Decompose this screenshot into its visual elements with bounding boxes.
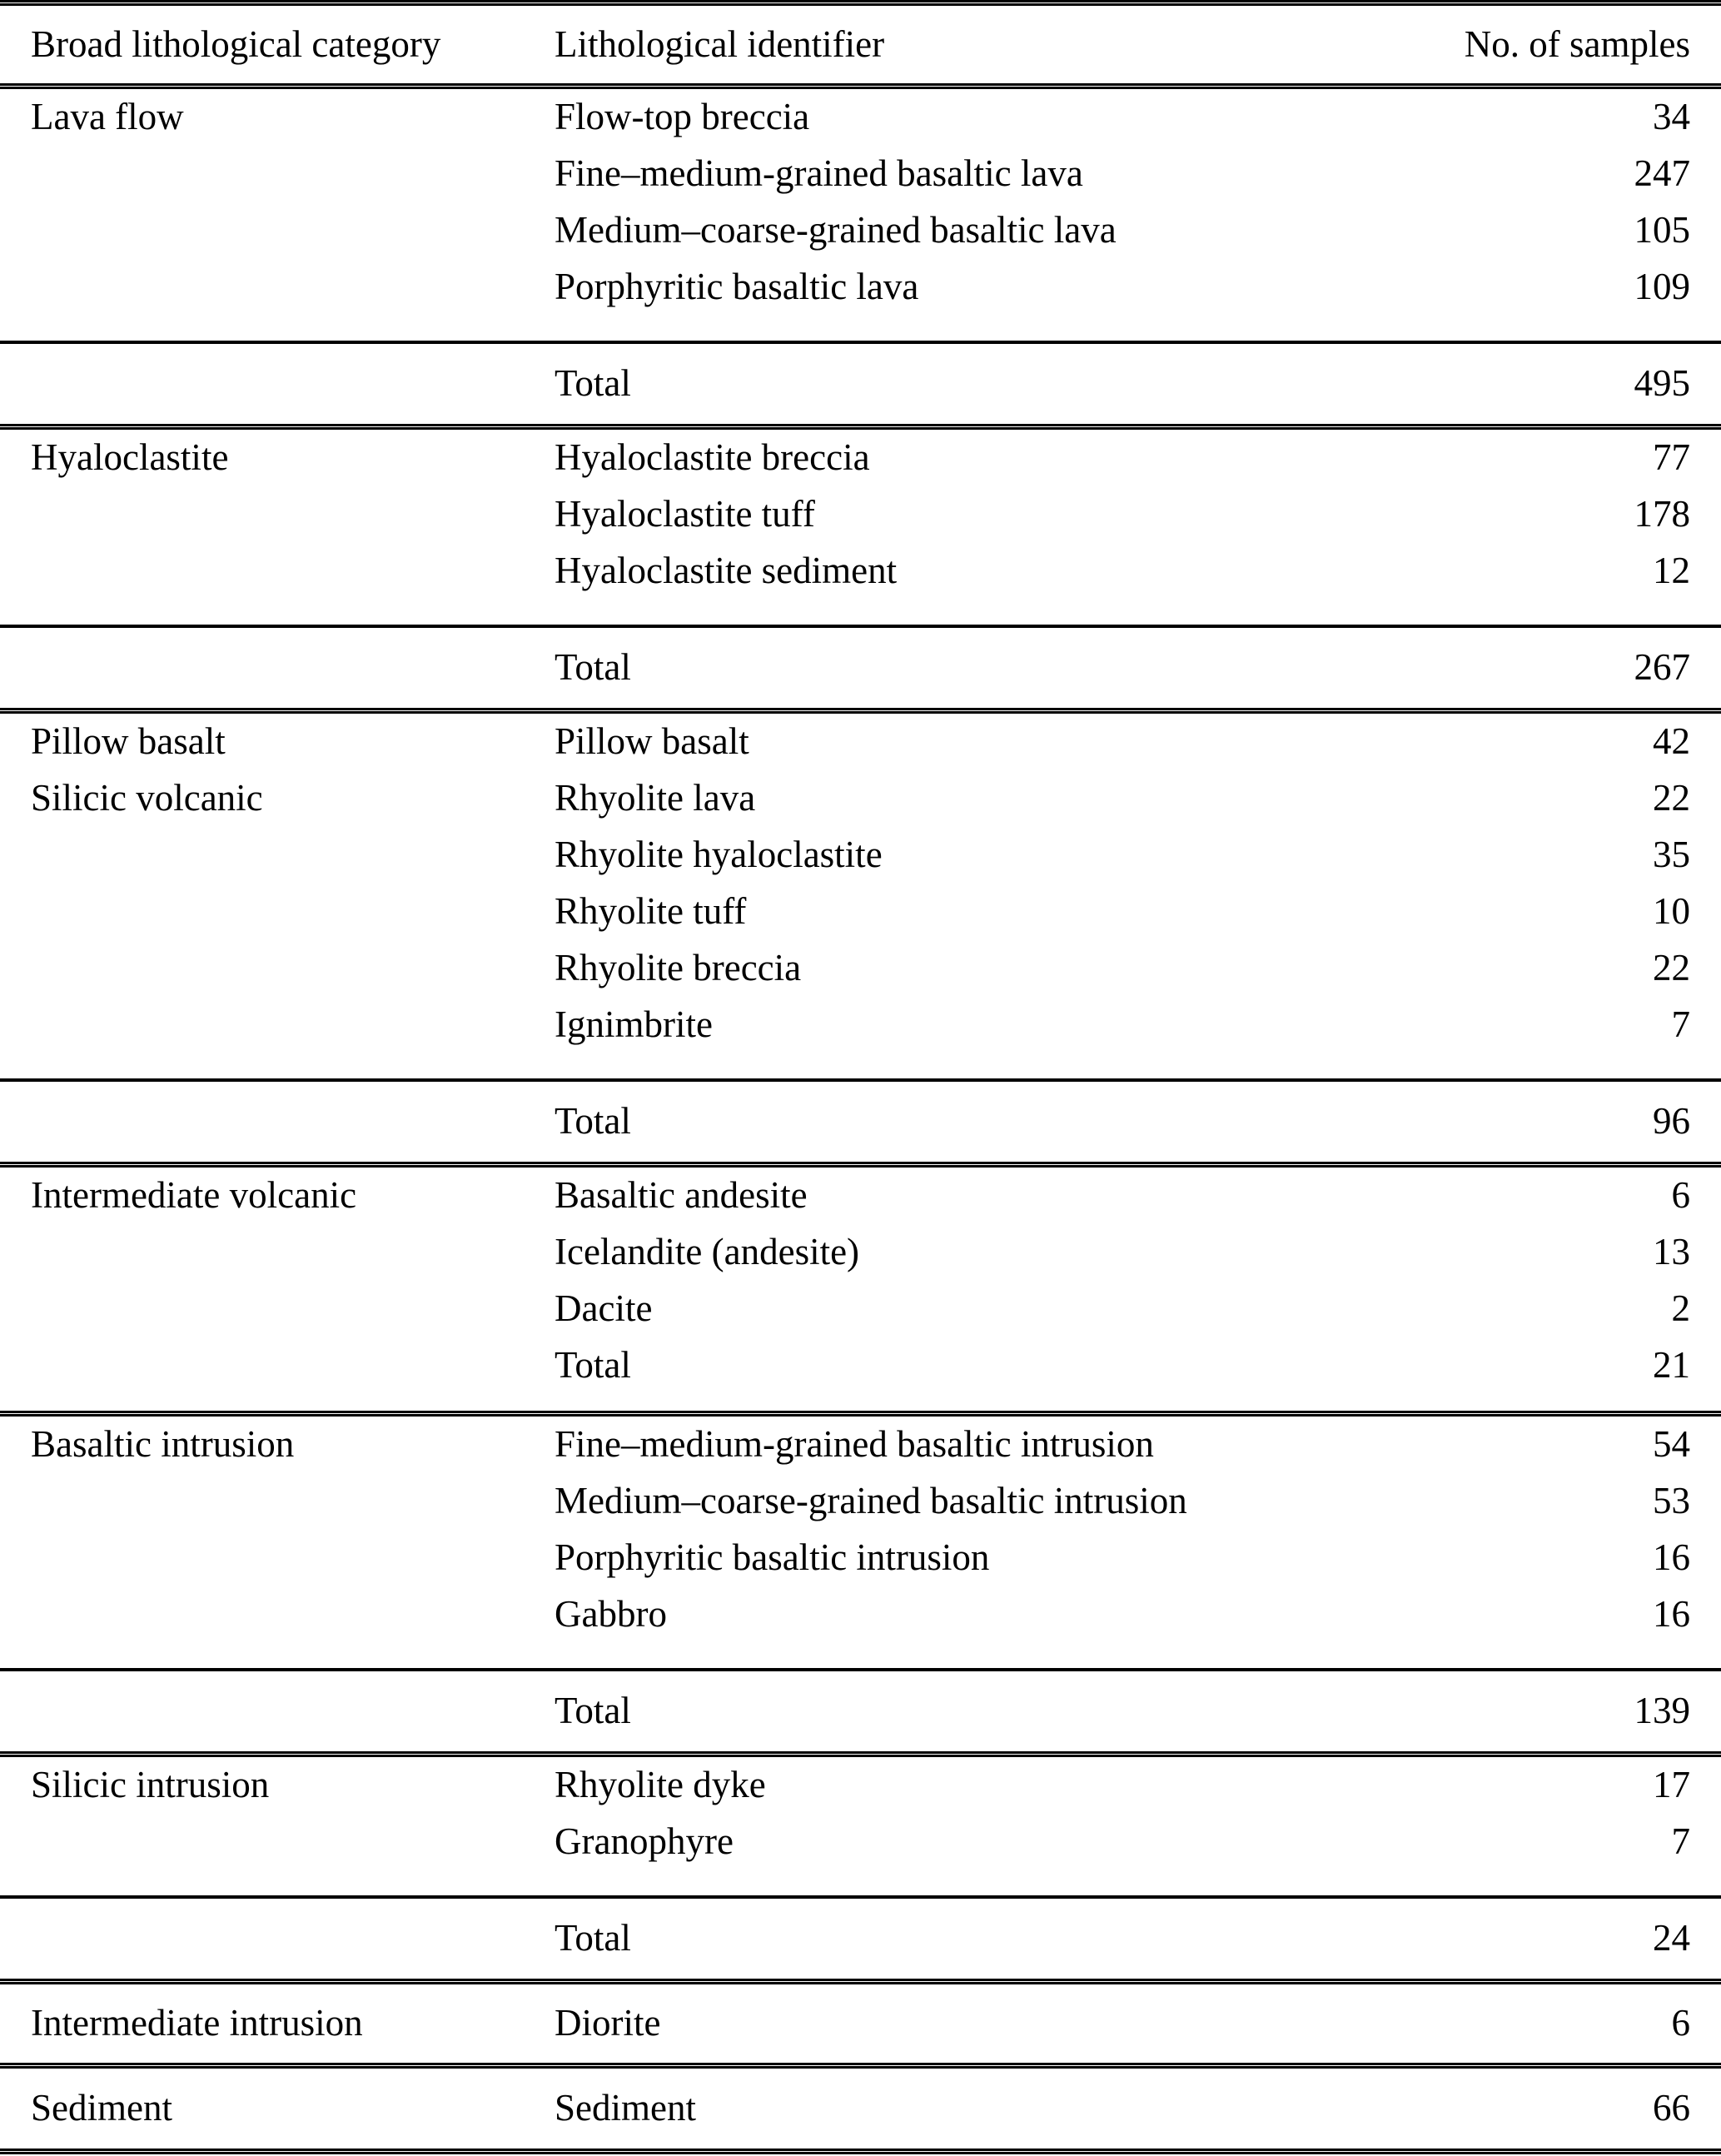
double-rule <box>0 424 1721 430</box>
identifier-cell: Fine–medium-grained basaltic intrusion <box>555 1423 1154 1466</box>
table-row <box>0 1168 1721 1224</box>
double-rule <box>0 2063 1721 2069</box>
total-label: Total <box>555 362 631 405</box>
samples-cell: 139 <box>1634 1690 1690 1732</box>
identifier-cell: Flow-top breccia <box>555 96 810 138</box>
total-row <box>0 344 1721 424</box>
samples-cell: 6 <box>1671 1174 1690 1217</box>
single-rule <box>0 1053 1721 1082</box>
samples-cell: 495 <box>1634 362 1690 405</box>
identifier-cell: Rhyolite dyke <box>555 1764 766 1806</box>
samples-cell: 16 <box>1653 1536 1690 1579</box>
samples-cell: 35 <box>1653 834 1690 876</box>
samples-cell: 22 <box>1653 947 1690 989</box>
table-row <box>0 146 1721 202</box>
table-row <box>0 1281 1721 1337</box>
table-row <box>0 1586 1721 1643</box>
table-row <box>0 543 1721 600</box>
category-cell: Lava flow <box>31 96 184 138</box>
identifier-cell: Dacite <box>555 1287 653 1330</box>
double-rule <box>0 83 1721 89</box>
samples-cell: 12 <box>1653 550 1690 592</box>
header-samples: No. of samples <box>1464 22 1690 65</box>
identifier-cell: Rhyolite hyaloclastite <box>555 834 883 876</box>
category-cell: Hyaloclastite <box>31 436 229 479</box>
header-row <box>0 6 1721 83</box>
total-row <box>0 1082 1721 1162</box>
samples-cell: 267 <box>1634 646 1690 689</box>
samples-cell: 22 <box>1653 777 1690 819</box>
single-rule <box>0 316 1721 344</box>
category-cell: Intermediate intrusion <box>31 2002 363 2044</box>
total-row <box>0 1899 1721 1979</box>
table-row <box>0 940 1721 997</box>
category-cell: Silicic volcanic <box>31 777 263 819</box>
table-row <box>0 770 1721 827</box>
table-row <box>0 89 1721 146</box>
samples-cell: 42 <box>1653 720 1690 763</box>
table-row <box>0 430 1721 486</box>
samples-cell: 34 <box>1653 96 1690 138</box>
samples-cell: 178 <box>1634 493 1690 535</box>
samples-cell: 16 <box>1653 1593 1690 1636</box>
total-row <box>0 1671 1721 1751</box>
table-row <box>0 1984 1721 2063</box>
double-rule <box>0 1979 1721 1984</box>
total-label: Total <box>555 646 631 689</box>
header-category: Broad lithological category <box>31 22 441 65</box>
identifier-cell: Medium–coarse-grained basaltic intrusion <box>555 1480 1187 1522</box>
identifier-cell: Icelandite (andesite) <box>555 1231 860 1273</box>
samples-cell: 66 <box>1653 2087 1690 2129</box>
identifier-cell: Rhyolite tuff <box>555 890 747 933</box>
table-row <box>0 1757 1721 1814</box>
total-label: Total <box>555 1690 631 1732</box>
category-cell: Basaltic intrusion <box>31 1423 295 1466</box>
header-identifier: Lithological identifier <box>555 22 885 65</box>
double-rule <box>0 1411 1721 1417</box>
identifier-cell: Sediment <box>555 2087 696 2129</box>
identifier-cell: Porphyritic basaltic intrusion <box>555 1536 990 1579</box>
spacer <box>0 1394 1721 1411</box>
double-rule <box>0 0 1721 6</box>
samples-cell: 54 <box>1653 1423 1690 1466</box>
identifier-cell: Rhyolite breccia <box>555 947 802 989</box>
double-rule <box>0 1751 1721 1757</box>
identifier-cell: Hyaloclastite tuff <box>555 493 815 535</box>
samples-cell: 2 <box>1671 1287 1690 1330</box>
identifier-cell: Hyaloclastite breccia <box>555 436 870 479</box>
table-row <box>0 486 1721 543</box>
category-cell: Silicic intrusion <box>31 1764 270 1806</box>
samples-cell: 105 <box>1634 209 1690 251</box>
double-rule <box>0 2149 1721 2154</box>
single-rule <box>0 1870 1721 1899</box>
identifier-cell: Pillow basalt <box>555 720 749 763</box>
double-rule <box>0 708 1721 714</box>
table-row <box>0 2069 1721 2149</box>
table-row <box>0 202 1721 259</box>
table-row <box>0 1530 1721 1586</box>
table-row <box>0 1417 1721 1473</box>
double-rule <box>0 1162 1721 1168</box>
samples-cell: 10 <box>1653 890 1690 933</box>
table-row <box>0 997 1721 1053</box>
table-row <box>0 1814 1721 1870</box>
table-row <box>0 827 1721 884</box>
table-row <box>0 1224 1721 1281</box>
table-row <box>0 259 1721 316</box>
table-row <box>0 1337 1721 1394</box>
total-label: Total <box>555 1917 631 1959</box>
identifier-cell: Granophyre <box>555 1820 734 1863</box>
samples-cell: 109 <box>1634 266 1690 308</box>
category-cell: Sediment <box>31 2087 172 2129</box>
samples-cell: 53 <box>1653 1480 1690 1522</box>
single-rule <box>0 600 1721 628</box>
samples-cell: 13 <box>1653 1231 1690 1273</box>
identifier-cell: Diorite <box>555 2002 661 2044</box>
category-cell: Intermediate volcanic <box>31 1174 357 1217</box>
identifier-cell: Total <box>555 1344 631 1387</box>
total-label: Total <box>555 1100 631 1143</box>
samples-cell: 7 <box>1671 1820 1690 1863</box>
identifier-cell: Porphyritic basaltic lava <box>555 266 919 308</box>
identifier-cell: Rhyolite lava <box>555 777 756 819</box>
samples-cell: 6 <box>1671 2002 1690 2044</box>
table-row <box>0 884 1721 940</box>
total-row <box>0 628 1721 708</box>
table-row <box>0 714 1721 770</box>
single-rule <box>0 1643 1721 1671</box>
samples-cell: 96 <box>1653 1100 1690 1143</box>
identifier-cell: Hyaloclastite sediment <box>555 550 898 592</box>
identifier-cell: Fine–medium-grained basaltic lava <box>555 152 1083 195</box>
category-cell: Pillow basalt <box>31 720 226 763</box>
samples-cell: 21 <box>1653 1344 1690 1387</box>
identifier-cell: Medium–coarse-grained basaltic lava <box>555 209 1117 251</box>
samples-cell: 17 <box>1653 1764 1690 1806</box>
table-row <box>0 1473 1721 1530</box>
samples-cell: 247 <box>1634 152 1690 195</box>
identifier-cell: Basaltic andesite <box>555 1174 808 1217</box>
samples-cell: 7 <box>1671 1003 1690 1046</box>
identifier-cell: Ignimbrite <box>555 1003 713 1046</box>
identifier-cell: Gabbro <box>555 1593 667 1636</box>
samples-cell: 77 <box>1653 436 1690 479</box>
samples-cell: 24 <box>1653 1917 1690 1959</box>
